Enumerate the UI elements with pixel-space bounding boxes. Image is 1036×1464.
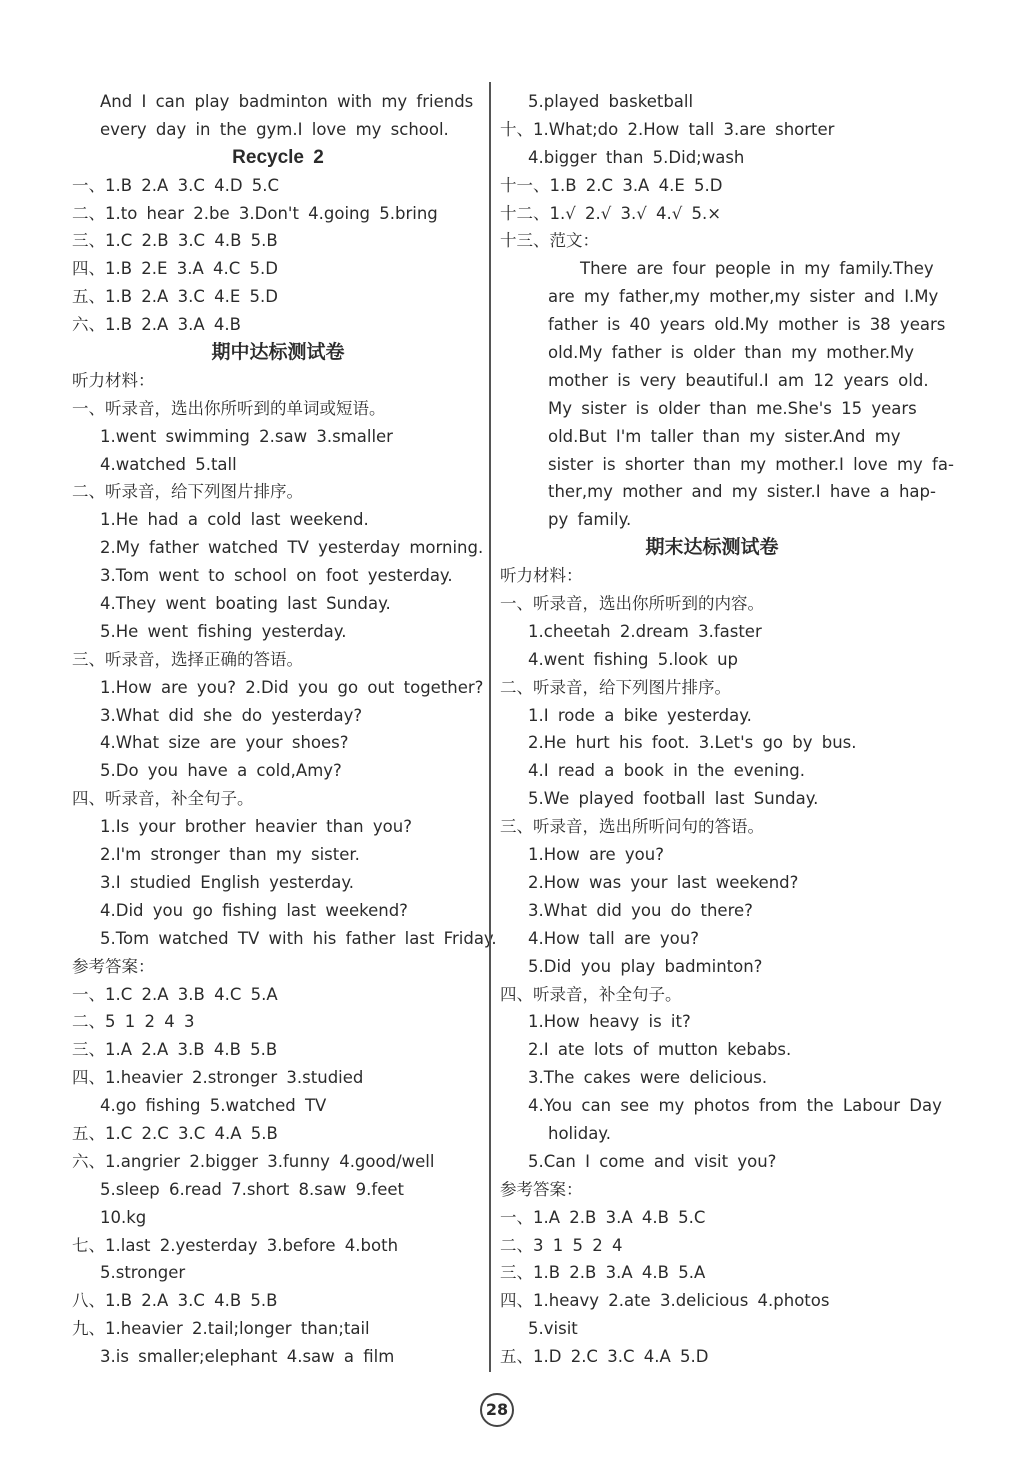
text-line: 4.I read a book in the evening. [528,761,805,781]
text-line: 三、听录音，选出所听问句的答语。 [500,817,764,837]
page-number: 28 [480,1393,514,1427]
text-line: 四、1.heavy 2.ate 3.delicious 4.photos [500,1291,830,1311]
text-line: 四、1.heavier 2.stronger 3.studied [72,1068,364,1088]
text-line: 一、听录音，选出你所听到的内容。 [500,594,764,614]
text-line: 二、1.to hear 2.be 3.Don't 4.going 5.bring [72,203,438,223]
section-heading: 期中达标测试卷 [211,342,345,364]
text-line: 六、1.B 2.A 3.A 4.B [72,315,241,335]
text-line: 5.Do you have a cold,Amy? [100,761,342,781]
text-line: 5.He went fishing yesterday. [100,621,347,641]
text-line: 4.went fishing 5.look up [528,649,739,669]
text-line: 二、听录音，给下列图片排序。 [72,482,303,502]
text-line: 一、听录音，选出你所听到的单词或短语。 [72,398,386,418]
text-line: 1.I rode a bike yesterday. [528,705,752,725]
section-heading: Recycle 2 [232,146,324,168]
text-line: 五、1.B 2.A 3.C 4.E 5.D [72,287,278,307]
text-line: 一、1.A 2.B 3.A 4.B 5.C [500,1207,706,1227]
text-line: 九、1.heavier 2.tail;longer than;tail [72,1319,370,1339]
text-line: 三、1.C 2.B 3.C 4.B 5.B [72,231,278,251]
text-line: 2.I'm stronger than my sister. [100,845,360,865]
text-line: 十一、1.B 2.C 3.A 4.E 5.D [500,175,723,195]
text-line: 2.How was your last weekend? [528,872,799,892]
text-line: 5.Can I come and visit you? [528,1151,777,1171]
text-line: are my father,my mother,my sister and I.My [548,287,939,307]
text-line: 10.kg [100,1207,147,1227]
right-column [500,88,954,1371]
text-line: 3.is smaller;elephant 4.saw a film [100,1347,395,1367]
text-line: 参考答案： [500,1179,583,1199]
text-line: 3.What did she do yesterday? [100,705,363,725]
section-heading: 期末达标测试卷 [645,537,779,559]
text-line: 四、1.B 2.E 3.A 4.C 5.D [72,259,278,279]
text-line: 1.He had a cold last weekend. [100,510,369,530]
text-line: 4.How tall are you? [528,928,699,948]
text-line: 5.played basketball [528,92,694,111]
text-line: every day in the gym.I love my school. [100,119,449,139]
text-line: ther,my mother and my sister.I have a hap- [548,482,936,502]
text-line: 五、1.D 2.C 3.C 4.A 5.D [500,1347,709,1367]
text-line: 2.He hurt his foot. 3.Let's go by bus. [528,733,857,753]
text-line: old.My father is older than my mother.My [548,343,915,363]
text-line: And I can play badminton with my friends [100,92,474,111]
text-line: 八、1.B 2.A 3.C 4.B 5.B [72,1291,278,1311]
text-line: sister is shorter than my mother.I love my fa- [548,454,954,474]
text-line: 1.Is your brother heavier than you? [100,817,412,837]
text-line: 三、听录音，选择正确的答语。 [72,649,303,669]
text-line: 4.They went boating last Sunday. [100,594,391,614]
text-line: My sister is older than me.She's 15 years [548,398,917,418]
text-line: 参考答案： [72,956,155,976]
text-line: 十、1.What;do 2.How tall 3.are shorter [500,119,835,139]
text-line: 4.watched 5.tall [100,454,237,474]
text-line: 5.Did you play badminton? [528,956,763,976]
text-line: 二、3 1 5 2 4 [500,1235,623,1255]
text-line: 4.bigger than 5.Did;wash [528,147,745,167]
left-column [72,88,497,1371]
text-line: 二、5 1 2 4 3 [72,1012,195,1032]
text-line: 5.stronger [100,1263,186,1283]
text-line: 3.What did you do there? [528,900,753,920]
text-line: 4.What size are your shoes? [100,733,349,753]
text-line: 4.Did you go fishing last weekend? [100,900,408,920]
text-line: 一、1.B 2.A 3.C 4.D 5.C [72,175,280,195]
text-line: 三、1.B 2.B 3.A 4.B 5.A [500,1263,706,1283]
text-line: 1.How are you? [528,845,664,865]
text-line: 1.How are you? 2.Did you go out together? [100,677,484,697]
text-line: 3.The cakes were delicious. [528,1068,768,1088]
text-line: 一、1.C 2.A 3.B 4.C 5.A [72,984,278,1004]
text-line: old.But I'm taller than my sister.And my [548,426,901,446]
column-divider [489,82,491,1372]
text-line: 4.go fishing 5.watched TV [100,1096,327,1116]
text-line: 十二、1.√ 2.√ 3.√ 4.√ 5.× [500,203,722,223]
text-line: 1.cheetah 2.dream 3.faster [528,621,762,641]
text-line: 5.visit [528,1319,578,1339]
text-line: 1.How heavy is it? [528,1012,691,1032]
text-line: 4.You can see my photos from the Labour Day [528,1096,942,1116]
text-line: 三、1.A 2.A 3.B 4.B 5.B [72,1040,278,1060]
text-line: 四、听录音，补全句子。 [72,789,254,809]
text-line: There are four people in my family.They [580,259,934,279]
text-line: 5.We played football last Sunday. [528,789,819,809]
text-line: 五、1.C 2.C 3.C 4.A 5.B [72,1123,278,1143]
text-line: 六、1.angrier 2.bigger 3.funny 4.good/well [72,1151,435,1171]
text-line: holiday. [548,1123,611,1143]
text-line: 5.sleep 6.read 7.short 8.saw 9.feet [100,1179,404,1199]
text-line: 四、听录音，补全句子。 [500,984,682,1004]
text-line: 2.My father watched TV yesterday morning. [100,538,484,558]
text-line: 1.went swimming 2.saw 3.smaller [100,426,393,446]
text-line: 听力材料： [500,566,583,586]
text-line: 二、听录音，给下列图片排序。 [500,677,731,697]
text-line: 十三、范文： [500,231,599,251]
text-line: 5.Tom watched TV with his father last Friday. [100,928,497,948]
text-line: father is 40 years old.My mother is 38 years [548,315,946,335]
text-line: py family. [548,510,632,530]
text-line: 3.I studied English yesterday. [100,872,354,892]
text-line: 2.I ate lots of mutton kebabs. [528,1040,792,1060]
text-line: 3.Tom went to school on foot yesterday. [100,566,453,586]
text-line: 听力材料： [72,370,155,390]
text-line: 七、1.last 2.yesterday 3.before 4.both [72,1235,399,1255]
text-line: mother is very beautiful.I am 12 years old. [548,370,929,390]
